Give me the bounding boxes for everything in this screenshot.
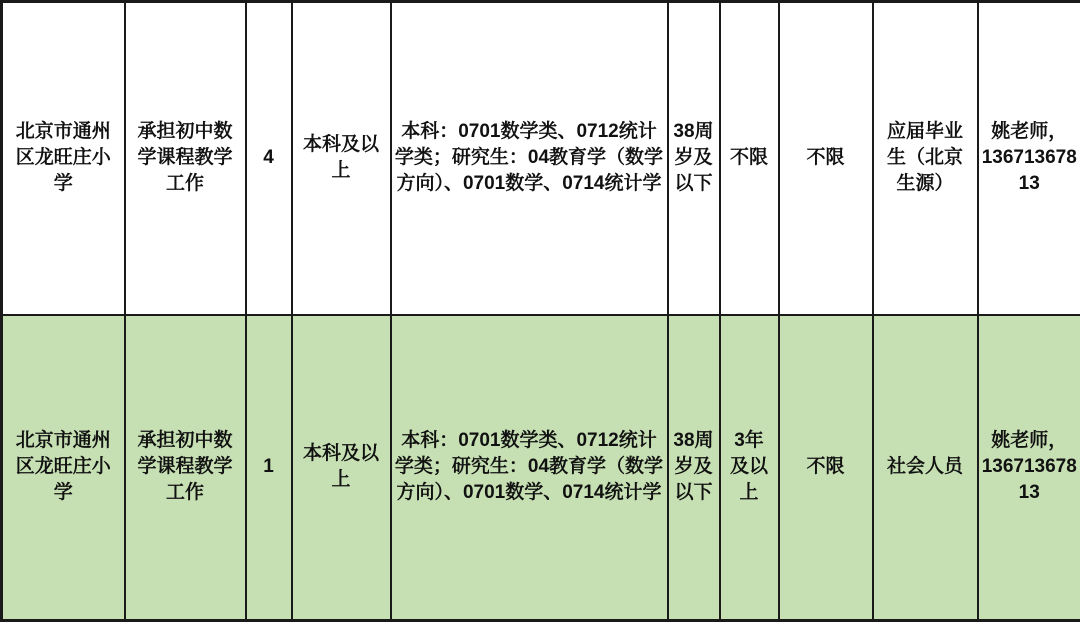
- table-cell: 承担初中数学课程教学工作: [125, 315, 246, 621]
- table-cell: 社会人员: [873, 315, 978, 621]
- table-row: [2, 2, 1080, 315]
- table-cell: 北京市通州区龙旺庄小学: [2, 2, 125, 315]
- table-cell: 本科：0701数学类、0712统计学类；研究生：04教育学（数学方向）、0701数学、0714统计学: [391, 2, 668, 315]
- table-cell: 38周岁及以下: [668, 315, 720, 621]
- table-cell: 4: [246, 2, 292, 315]
- table-cell: 3年及以上: [720, 315, 779, 621]
- table-body: [2, 2, 1080, 621]
- table-cell: 38周岁及以下: [668, 2, 720, 315]
- table-row: [2, 315, 1080, 621]
- table-cell: 姚老师，13671367813: [978, 315, 1080, 621]
- table-cell: 应届毕业生（北京生源）: [873, 2, 978, 315]
- table-cell: 承担初中数学课程教学工作: [125, 2, 246, 315]
- table-cell: 北京市通州区龙旺庄小学: [2, 315, 125, 621]
- table-cell: 本科及以上: [292, 2, 391, 315]
- table-cell: 姚老师，13671367813: [978, 2, 1080, 315]
- table-cell: 1: [246, 315, 292, 621]
- table-cell: 不限: [720, 2, 779, 315]
- table-cell: 本科：0701数学类、0712统计学类；研究生：04教育学（数学方向）、0701数学、0714统计学: [391, 315, 668, 621]
- table-cell: 不限: [779, 315, 873, 621]
- table-cell: 本科及以上: [292, 315, 391, 621]
- table-cell: 不限: [779, 2, 873, 315]
